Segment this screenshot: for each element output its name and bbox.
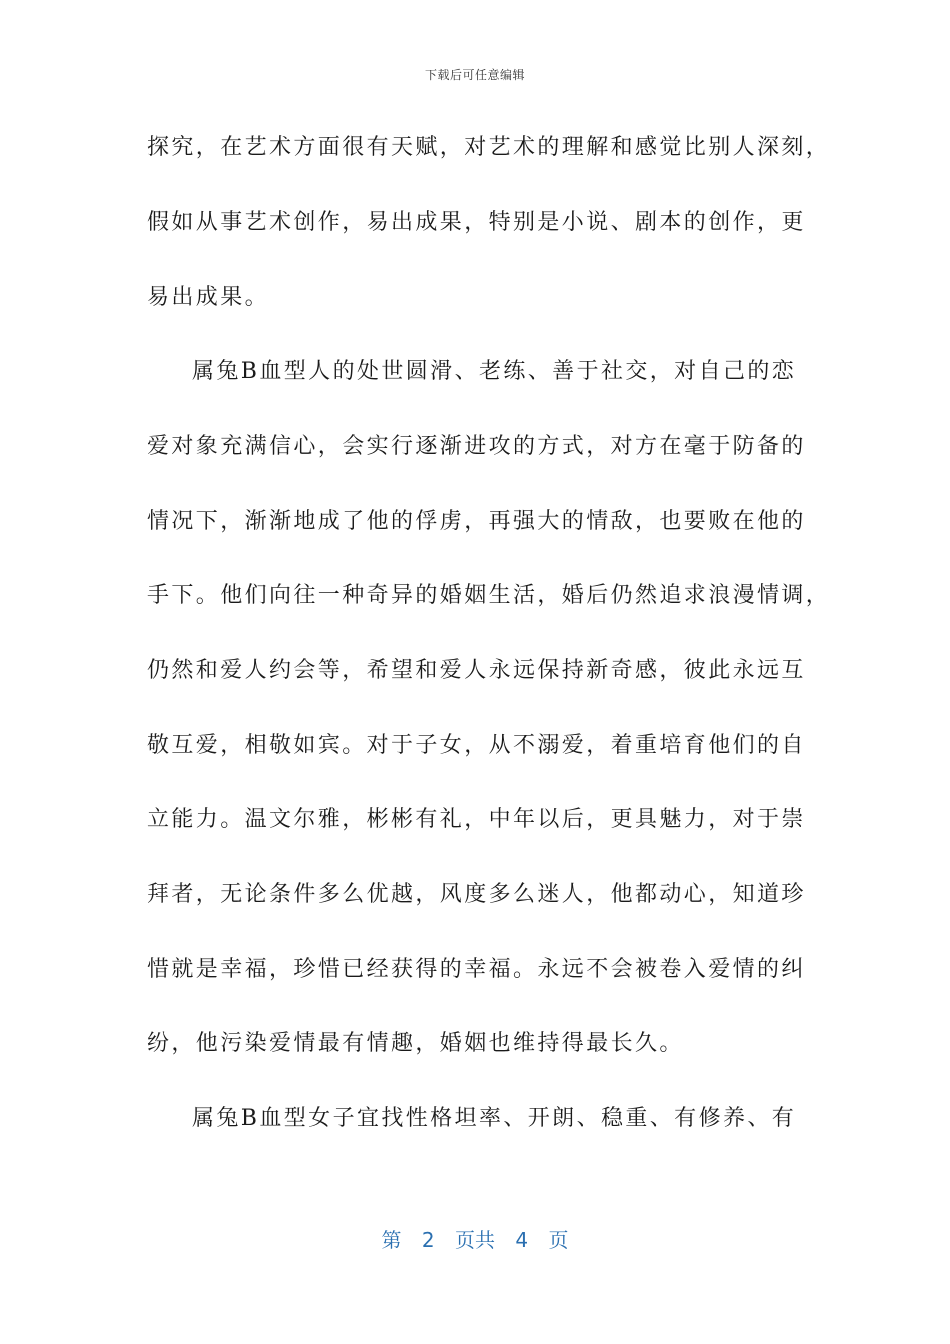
text-line: 属兔B血型人的处世圆滑、老练、善于社交，对自己的恋 (192, 359, 797, 384)
text-line: 爱对象充满信心，会实行逐渐进攻的方式，对方在毫于防备的 (147, 434, 806, 459)
footer-suffix: 页 (548, 1228, 569, 1252)
text-line: 立能力。温文尔雅，彬彬有礼，中年以后，更具魅力，对于崇 (147, 807, 806, 832)
page-header: 下载后可任意编辑 (424, 68, 525, 82)
text-line: 仍然和爱人约会等，希望和爱人永远保持新奇感，彼此永远互 (147, 658, 806, 683)
page-footer (0, 1224, 950, 1253)
footer-current-page: 2 (421, 1228, 435, 1252)
text-line: 纷，他污染爱情最有情趣，婚姻也维持得最长久。 (147, 1031, 684, 1056)
footer-middle: 页共 (455, 1228, 495, 1252)
text-line: 敬互爱，相敬如宾。对于子女，从不溺爱，着重培育他们的自 (147, 733, 806, 758)
footer-total-pages: 4 (515, 1228, 529, 1252)
text-line: 惜就是幸福，珍惜已经获得的幸福。永远不会被卷入爱情的纠 (147, 957, 806, 982)
text-line: 属兔B血型女子宜找性格坦率、开朗、稳重、有修养、有 (192, 1106, 797, 1131)
text-line: 情况下，渐渐地成了他的俘虏，再强大的情敌，也要败在他的 (147, 509, 806, 534)
text-line: 探究，在艺术方面很有天赋，对艺术的理解和感觉比别人深刻， (147, 135, 831, 160)
text-line: 易出成果。 (147, 285, 270, 310)
text-line: 假如从事艺术创作，易出成果，特别是小说、剧本的创作，更 (147, 210, 806, 235)
text-line: 拜者，无论条件多么优越，风度多么迷人，他都动心，知道珍 (147, 882, 806, 907)
text-line: 手下。他们向往一种奇异的婚姻生活，婚后仍然追求浪漫情调， (147, 583, 831, 608)
footer-prefix: 第 (381, 1228, 402, 1252)
